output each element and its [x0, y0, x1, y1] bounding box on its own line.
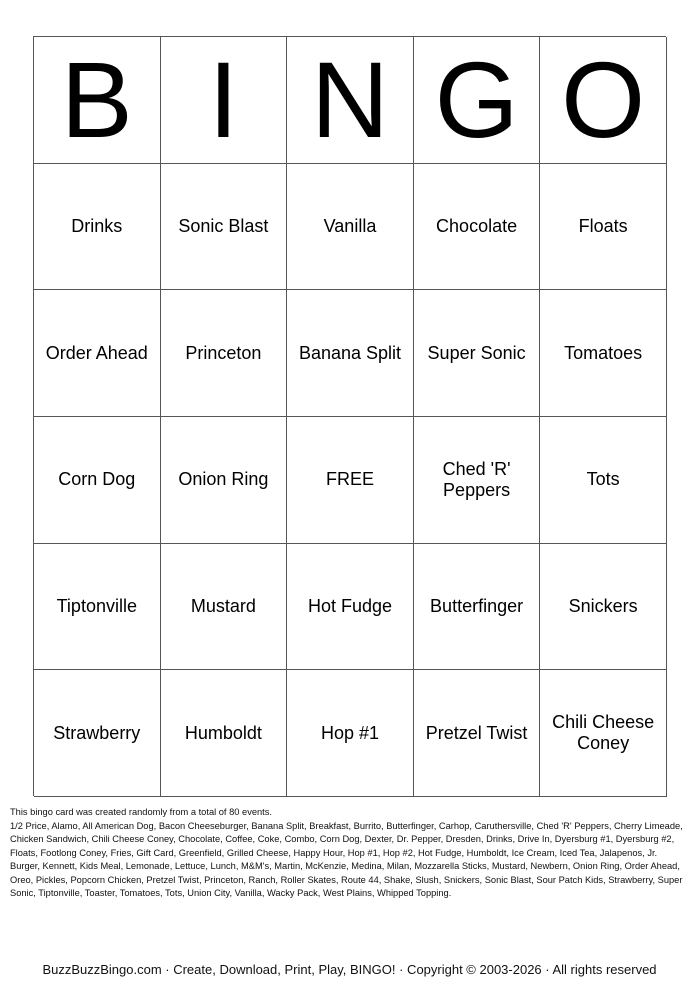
bingo-cell: Hop #1 [287, 670, 414, 797]
bingo-cell: Snickers [540, 544, 667, 671]
grid-row-1 [34, 164, 666, 291]
bingo-cell: Tomatoes [540, 290, 667, 417]
header-row [34, 37, 666, 164]
grid-row-5 [34, 670, 666, 797]
bingo-cell: Super Sonic [414, 290, 541, 417]
bingo-cell: Chili Cheese Coney [540, 670, 667, 797]
header-letter-b: B [34, 37, 161, 164]
free-space-cell: FREE [287, 417, 414, 544]
bingo-cell: Hot Fudge [287, 544, 414, 671]
card-info [10, 806, 685, 901]
bingo-cell: Floats [540, 164, 667, 291]
bingo-cell: Banana Split [287, 290, 414, 417]
header-letter-n: N [287, 37, 414, 164]
bingo-cell: Vanilla [287, 164, 414, 291]
bingo-cell: Corn Dog [34, 417, 161, 544]
bingo-cell: Chocolate [414, 164, 541, 291]
bingo-cell: Onion Ring [161, 417, 288, 544]
header-letter-o: O [540, 37, 667, 164]
bingo-cell: Princeton [161, 290, 288, 417]
bingo-cell: Butterfinger [414, 544, 541, 671]
grid-row-4 [34, 544, 666, 671]
header-letter-g: G [414, 37, 541, 164]
bingo-cell: Tots [540, 417, 667, 544]
bingo-cell: Tiptonville [34, 544, 161, 671]
bingo-cell: Order Ahead [34, 290, 161, 417]
created-note: This bingo card was created randomly from a total of 80 events. [10, 807, 272, 817]
bingo-cell: Mustard [161, 544, 288, 671]
grid-row-3 [34, 417, 666, 544]
bingo-cell: Strawberry [34, 670, 161, 797]
bingo-cell: Humboldt [161, 670, 288, 797]
grid-row-2 [34, 290, 666, 417]
events-list: 1/2 Price, Alamo, All American Dog, Bacon Cheeseburger, Banana Split, Breakfast, Burrito, Butterfinger, Carhop, Caruthersville, Ched 'R' Peppers, Cherry Limeade, Chicken Sandwich, Chili Cheese Coney, Chocolate, Coffee, Coke, Combo, Corn Dog, Dexter, Dr. Pepper, Dresden, Drinks, Drive In, Dyersburg #1, Dyersburg #2, Floats, Footlong Coney, Fries, Gift Card, Greenfield, Grilled Cheese, Happy Hour, Hop #1, Hop #2, Hot Fudge, Humboldt, Ice Cream, Iced Tea, Jalapenos, Jr. Burger, Kennett, Kids Meal, Lemonade, Lettuce, Lunch, M&M's, Martin, McKenzie, Medina, Milan, Mozzarella Sticks, Mustard, Newbern, Onion Ring, Order Ahead, Oreo, Pickles, Popcorn Chicken, Pretzel Twist, Princeton, Ranch, Roller Skates, Route 44, Shake, Slush, Snickers, Sonic Blast, Sour Patch Kids, Strawberry, Super Sonic, Tiptonville, Toaster, Tomatoes, Tots, Union City, Vanilla, Wacky Pack, West Plains, Whipped Topping. [10, 820, 683, 898]
site-footer: BuzzBuzzBingo.com · Create, Download, Print, Play, BINGO! · Copyright © 2003-2026 · All rights reserved [42, 962, 657, 977]
bingo-cell: Ched 'R' Peppers [414, 417, 541, 544]
bingo-cell: Drinks [34, 164, 161, 291]
bingo-cell: Sonic Blast [161, 164, 288, 291]
header-letter-i: I [161, 37, 288, 164]
bingo-cell: Pretzel Twist [414, 670, 541, 797]
bingo-card [33, 36, 666, 796]
